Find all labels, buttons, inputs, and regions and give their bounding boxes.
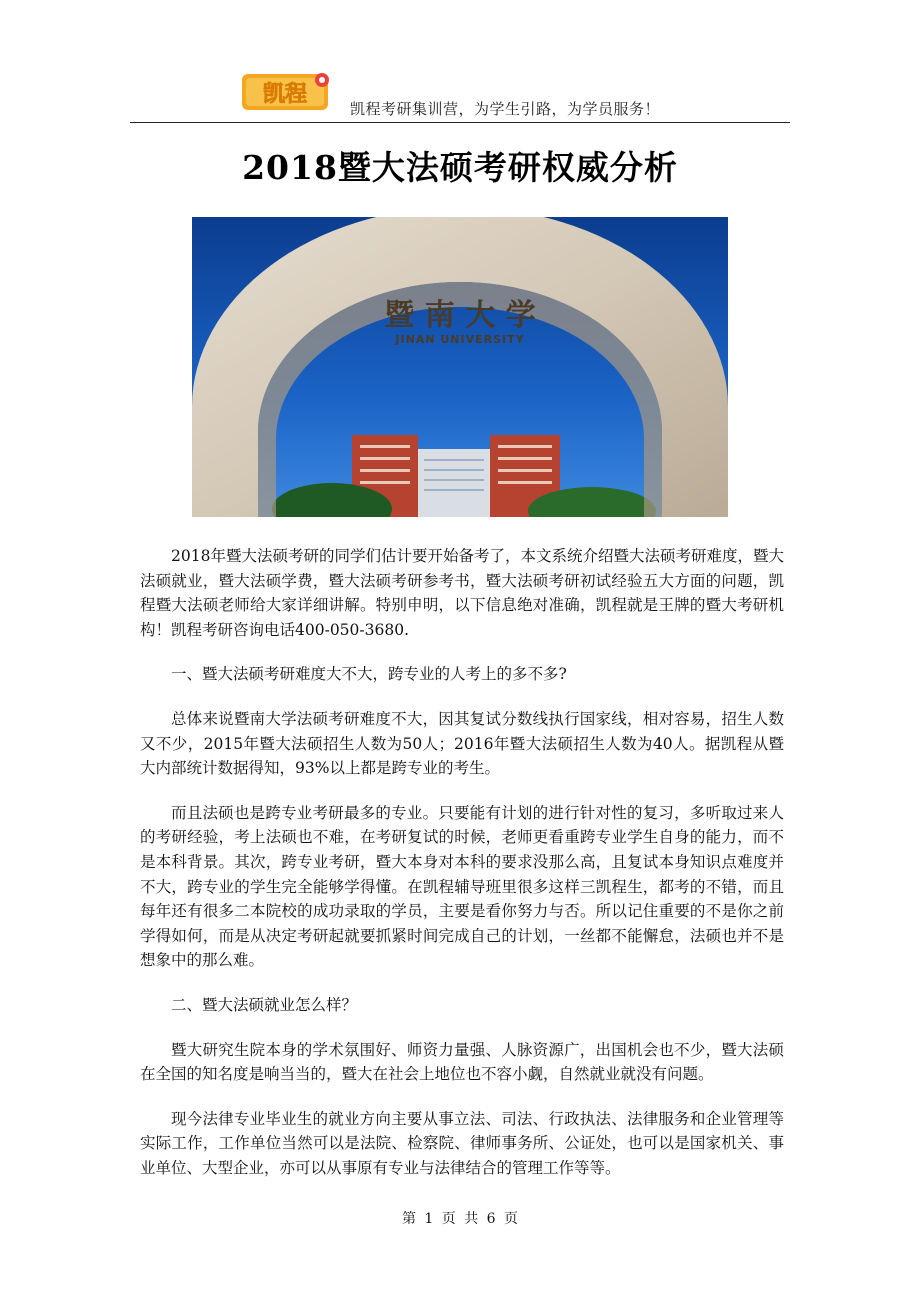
page-footer: 第 1 页 共 6 页: [401, 1211, 519, 1227]
campus-arch-photo: [192, 217, 728, 517]
article-paragraph-intro: 2018年暨大法硕考研的同学们估计要开始备考了，本文系统介绍暨大法硕考研难度，暨大法硕就业，暨大法硕学费，暨大法硕考研参考书，暨大法硕考研初试经验五大方面的问题，凯程暨大法硕老师给大家详细讲解。特别申明，以下信息绝对准确，凯程就是王牌的暨大考研机构！凯程考研咨询电话400-050-3680.: [140, 547, 784, 639]
article-paragraph-cross-major: 而且法硕也是跨专业考研最多的专业。只要能有计划的进行针对性的复习，多听取过来人的考研经验，考上法硕也不难，在考研复试的时候，老师更看重跨专业学生自身的能力，而不是本科背景。其次，跨专业考研，暨大本身对本科的要求没那么高，且复试本身知识点难度并不大，跨专业的学生完全能够学得懂。在凯程辅导班里很多这样三凯程生，都考的不错，而且每年还有很多二本院校的成功录取的学员，主要是看你努力与否。所以记住重要的不是你之前学得如何，而是从决定考研起就要抓紧时间完成自己的计划，一丝都不能懈怠，法硕也并不是想象中的那么难。: [140, 803, 784, 970]
section-heading-employment: 二、暨大法硕就业怎么样？: [171, 995, 358, 1014]
article-body: [140, 544, 784, 1200]
section-heading-difficulty: 一、暨大法硕考研难度大不大，跨专业的人考上的多不多?: [171, 665, 567, 684]
article-paragraph-career-paths: 现今法律专业毕业生的就业方向主要从事立法、司法、行政执法、法律服务和企业管理等实际工作，工作单位当然可以是法院、检察院、律师事务所、公证处，也可以是国家机关、事业单位、大型企业，亦可以从事原有专业与法律结合的管理工作等等。: [140, 1109, 784, 1177]
page-header: [130, 60, 790, 123]
kaicheng-logo-icon: [242, 68, 334, 116]
article-paragraph-difficulty: 总体来说暨南大学法硕考研难度不大，因其复试分数线执行国家线，相对容易，招生人数又不少，2015年暨大法硕招生人数为50人；2016年暨大法硕招生人数为40人。据凯程从暨大内部统计数据得知，93%以上都是跨专业的考生。: [140, 709, 784, 778]
header-slogan: 凯程考研集训营，为学生引路，为学员服务！: [350, 100, 661, 118]
arch-text-cn: 暨 南 大 学: [384, 298, 536, 333]
svg-text:凯程: 凯程: [262, 82, 308, 107]
arch-text-en: JINAN UNIVERSITY: [395, 333, 525, 346]
article-paragraph-employment: 暨大研究生院本身的学术氛围好、师资力量强、人脉资源广，出国机会也不少，暨大法硕在全国的知名度是响当当的，暨大在社会上地位也不容小觑，自然就业就没有问题。: [140, 1040, 784, 1084]
document-title: 2018暨大法硕考研权威分析: [242, 148, 678, 187]
